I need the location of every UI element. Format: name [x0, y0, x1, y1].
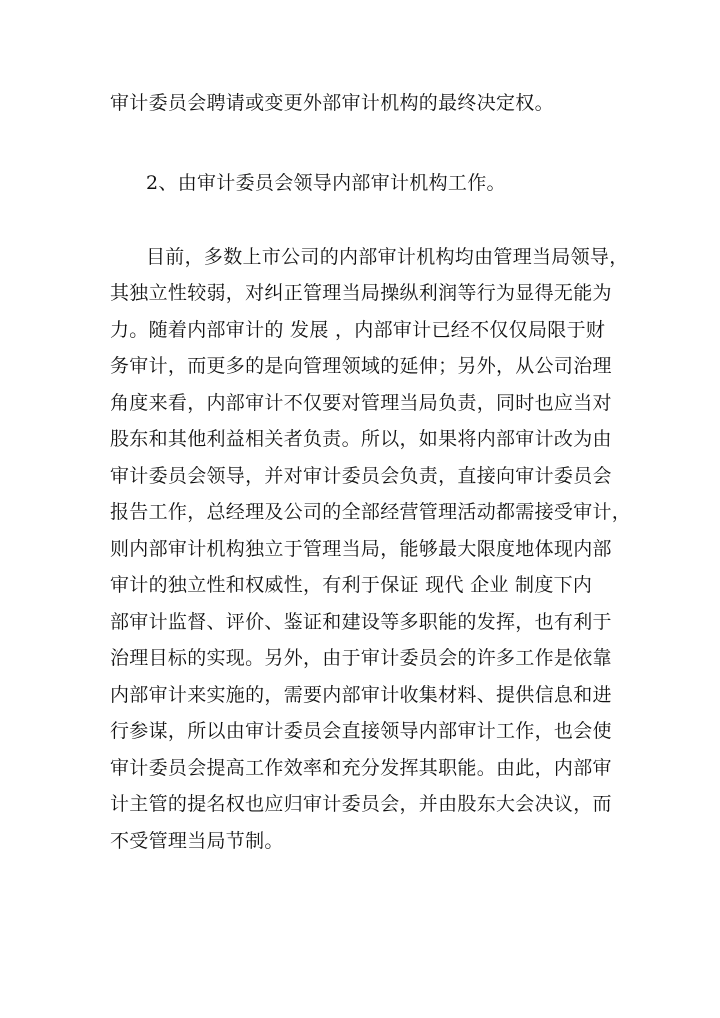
text-line-4: 其独立性较弱，对纠正管理当局操纵利润等行为显得无能为 — [110, 282, 612, 304]
text-line-18: 计主管的提名权也应归审计委员会，并由股东大会决议，而 — [110, 793, 612, 815]
text-line-13: 部审计监督、评价、鉴证和建设等多职能的发挥，也有利于 — [110, 611, 612, 633]
text-line-8: 股东和其他利益相关者负责。所以，如果将内部审计改为由 — [110, 428, 612, 450]
text-line-15: 内部审计来实施的，需要内部审计收集材料、提供信息和进 — [110, 684, 612, 706]
text-line-19: 不受管理当局节制。 — [110, 830, 284, 852]
text-line-9: 审计委员会领导，并对审计委员会负责，直接向审计委员会 — [110, 465, 612, 487]
text-line-14: 治理目标的实现。另外，由于审计委员会的许多工作是依靠 — [110, 647, 612, 669]
text-line-1: 审计委员会聘请或变更外部审计机构的最终决定权。 — [110, 92, 554, 114]
text-line-17: 审计委员会提高工作效率和充分发挥其职能。由此，内部审 — [110, 757, 612, 779]
text-line-7: 角度来看，内部审计不仅要对管理当局负责，同时也应当对 — [110, 392, 612, 414]
section-heading: 2、由审计委员会领导内部审计机构工作。 — [146, 172, 506, 194]
text-line-11: 则内部审计机构独立于管理当局，能够最大限度地体现内部 — [110, 538, 612, 560]
text-line-12: 审计的独立性和权威性，有利于保证 现代 企业 制度下内 — [110, 574, 593, 596]
text-line-10: 报告工作，总经理及公司的全部经营管理活动都需接受审计， — [110, 501, 632, 523]
text-line-5: 力。随着内部审计的 发展 ，内部审计已经不仅仅局限于财 — [110, 319, 606, 341]
text-line-16: 行参谋，所以由审计委员会直接领导内部审计工作，也会使 — [110, 720, 612, 742]
text-line-3: 目前，多数上市公司的内部审计机构均由管理当局领导， — [146, 246, 629, 268]
text-line-6: 务审计，而更多的是向管理领域的延伸；另外，从公司治理 — [110, 355, 612, 377]
